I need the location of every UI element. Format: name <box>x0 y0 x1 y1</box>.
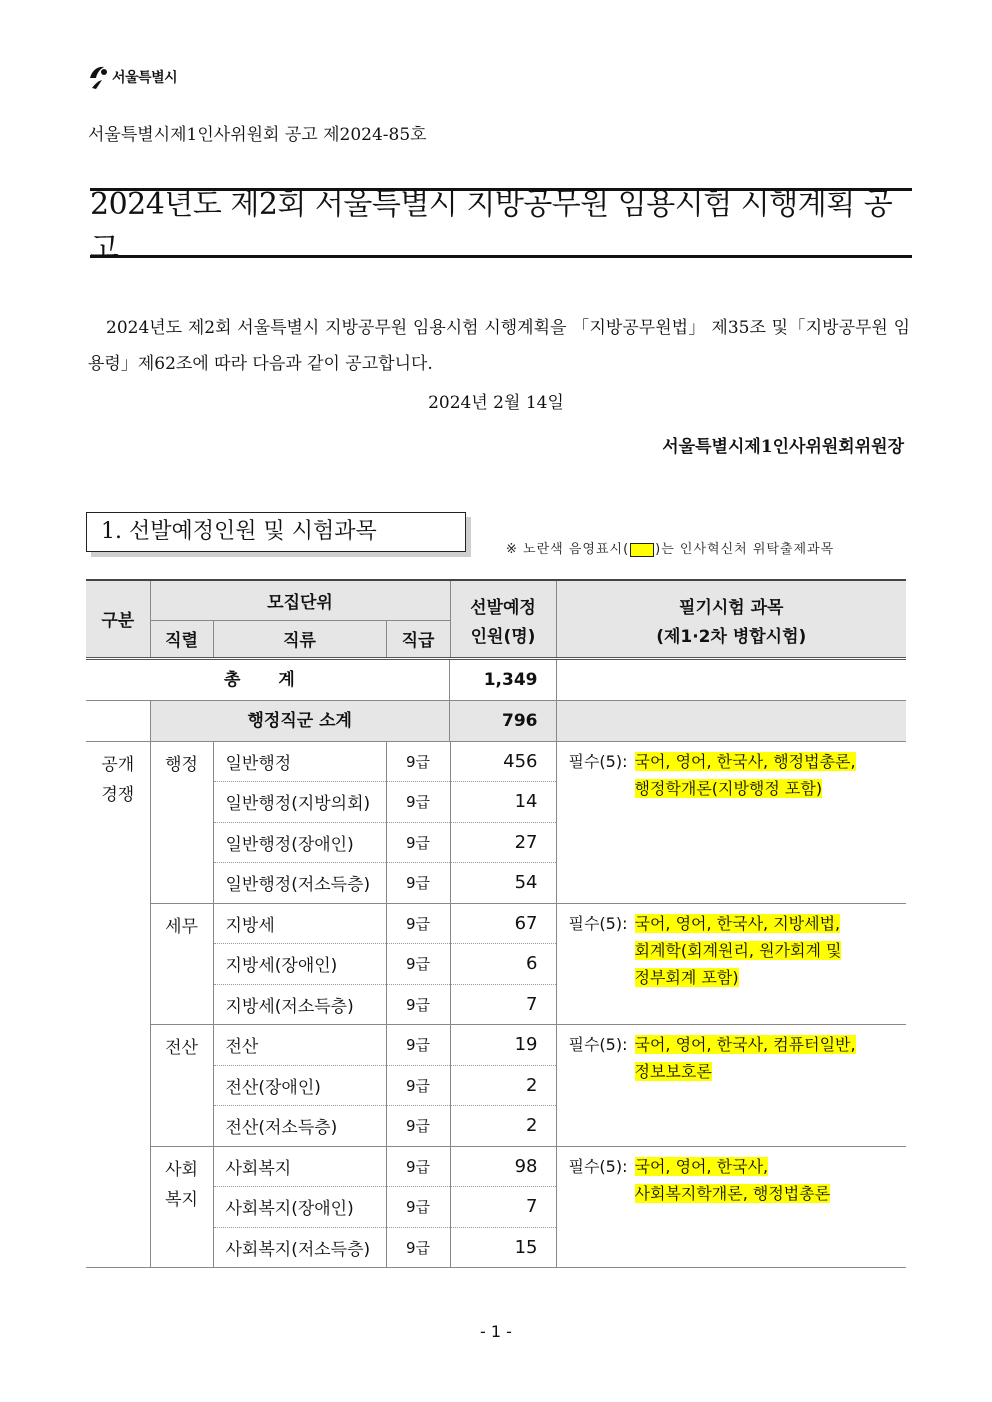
subject-line: 국어, 영어, 한국사, 컴퓨터일반, <box>634 1035 856 1054</box>
subjects-cell <box>556 1025 906 1147</box>
total-value: 1,349 <box>483 669 538 690</box>
grade-cell: 9급 <box>386 1106 450 1147</box>
notice-date: 2024년 2월 14일 <box>428 393 564 413</box>
subject-line: 국어, 영어, 한국사, 행정법총론, <box>634 751 856 771</box>
grade-cell: 9급 <box>386 1227 450 1268</box>
series-label: 세무 <box>165 916 198 937</box>
grade-cell: 9급 <box>386 1025 450 1066</box>
subject-line: 사회복지학개론, 행정법총론 <box>634 1183 831 1203</box>
class-cell: 전산 <box>213 1025 386 1066</box>
count-cell: 6 <box>450 944 556 985</box>
subjects-cell <box>556 903 906 1025</box>
header-grade: 직급 <box>386 620 450 658</box>
recruitment-table <box>86 579 906 1268</box>
subtotal-value: 796 <box>502 710 538 731</box>
header-category: 구분 <box>86 580 150 658</box>
class-cell: 일반행정(지방의회) <box>213 782 386 823</box>
subjects-cell <box>556 1146 906 1268</box>
yellow-swatch-icon <box>630 543 654 557</box>
count-cell: 15 <box>450 1227 556 1268</box>
category-cell <box>86 741 150 1268</box>
subject-label: 필수(5): <box>568 1035 628 1054</box>
header-unit: 모집단위 <box>150 580 450 620</box>
subject-label: 필수(5): <box>568 1156 628 1176</box>
seoul-logo-icon <box>86 64 110 90</box>
count-cell: 2 <box>450 1065 556 1106</box>
class-cell: 전산(저소득층) <box>213 1106 386 1147</box>
header-planned-1: 선발예정 <box>450 580 556 620</box>
section-heading: 1. 선발예정인원 및 시험과목 <box>86 512 466 552</box>
class-cell: 사회복지 <box>213 1146 386 1187</box>
table-row <box>86 1146 906 1187</box>
header-class: 직류 <box>213 620 386 658</box>
class-cell: 전산(장애인) <box>213 1065 386 1106</box>
class-cell: 일반행정 <box>213 741 386 782</box>
class-cell: 지방세(장애인) <box>213 944 386 985</box>
count-cell: 98 <box>450 1146 556 1187</box>
table-row <box>86 903 906 944</box>
class-cell: 일반행정(장애인) <box>213 822 386 863</box>
class-cell: 지방세(저소득층) <box>213 984 386 1025</box>
count-cell: 19 <box>450 1025 556 1066</box>
grade-cell: 9급 <box>386 984 450 1025</box>
grade-cell: 9급 <box>386 822 450 863</box>
class-cell: 사회복지(장애인) <box>213 1187 386 1228</box>
notice-number: 서울특별시제1인사위원회 공고 제2024-85호 <box>88 125 427 145</box>
series-cell <box>150 1146 213 1268</box>
series-label: 사회 복지 <box>165 1159 198 1210</box>
subject-line: 정부회계 포함) <box>634 967 739 987</box>
subject-line: 행정학개론(지방행정 포함) <box>634 778 823 798</box>
subtotal-label: 행정직군 소계 <box>151 701 450 741</box>
header-subjects-2: (제1·2차 병합시험) <box>556 620 906 658</box>
class-cell: 일반행정(저소득층) <box>213 863 386 904</box>
grade-cell: 9급 <box>386 1065 450 1106</box>
count-cell: 14 <box>450 782 556 823</box>
count-cell: 54 <box>450 863 556 904</box>
series-label: 전산 <box>165 1038 198 1058</box>
subjects-cell <box>556 741 906 903</box>
intro-paragraph <box>88 310 910 382</box>
grade-cell: 9급 <box>386 741 450 782</box>
subject-line: 회계학(회계원리, 원가회계 및 <box>634 940 842 960</box>
class-cell: 사회복지(저소득층) <box>213 1227 386 1268</box>
count-cell: 2 <box>450 1106 556 1147</box>
grade-cell: 9급 <box>386 782 450 823</box>
grade-cell: 9급 <box>386 944 450 985</box>
signer: 서울특별시제1인사위원회위원장 <box>662 437 904 457</box>
legend-text-post: )는 인사혁신처 위탁출제과목 <box>655 542 835 557</box>
count-cell: 7 <box>450 1187 556 1228</box>
count-cell: 27 <box>450 822 556 863</box>
logo-text: 서울특별시 <box>112 70 178 86</box>
series-cell <box>150 1025 213 1147</box>
grade-cell: 9급 <box>386 1187 450 1228</box>
grade-cell: 9급 <box>386 863 450 904</box>
subject-line: 정보보호론 <box>634 1062 712 1081</box>
highlight-legend <box>506 538 834 557</box>
subject-line: 국어, 영어, 한국사, <box>634 1156 769 1176</box>
table-row <box>86 1025 906 1066</box>
count-cell: 7 <box>450 984 556 1025</box>
grade-cell: 9급 <box>386 903 450 944</box>
seoul-logo <box>86 62 177 92</box>
total-label: 총 계 <box>86 660 450 700</box>
count-cell: 456 <box>450 741 556 782</box>
table-row <box>86 741 906 782</box>
subject-label: 필수(5): <box>568 751 628 771</box>
class-cell: 지방세 <box>213 903 386 944</box>
header-series: 직렬 <box>150 620 213 658</box>
intro-text: 2024년도 제2회 서울특별시 지방공무원 임용시험 시행계획을 「지방공무원법」 제35조 및「지방공무원 임용령」제62조에 따라 다음과 같이 공고합니다. <box>88 318 910 374</box>
total-row <box>86 658 556 700</box>
subtotal-row <box>150 700 556 741</box>
subject-label: 필수(5): <box>568 913 628 933</box>
category-label: 공개 경쟁 <box>101 754 135 805</box>
page-number: - 1 - <box>480 1322 512 1341</box>
grade-cell: 9급 <box>386 1146 450 1187</box>
series-label: 행정 <box>165 754 198 775</box>
series-cell <box>150 903 213 1025</box>
header-subjects-1: 필기시험 과목 <box>556 580 906 620</box>
count-cell: 67 <box>450 903 556 944</box>
legend-text-pre: ※ 노란색 음영표시( <box>506 542 630 557</box>
series-cell <box>150 741 213 903</box>
header-planned-2: 인원(명) <box>450 620 556 658</box>
subject-line: 국어, 영어, 한국사, 지방세법, <box>634 913 841 933</box>
document-title: 2024년도 제2회 서울특별시 지방공무원 임용시험 시행계획 공고 <box>90 188 912 258</box>
